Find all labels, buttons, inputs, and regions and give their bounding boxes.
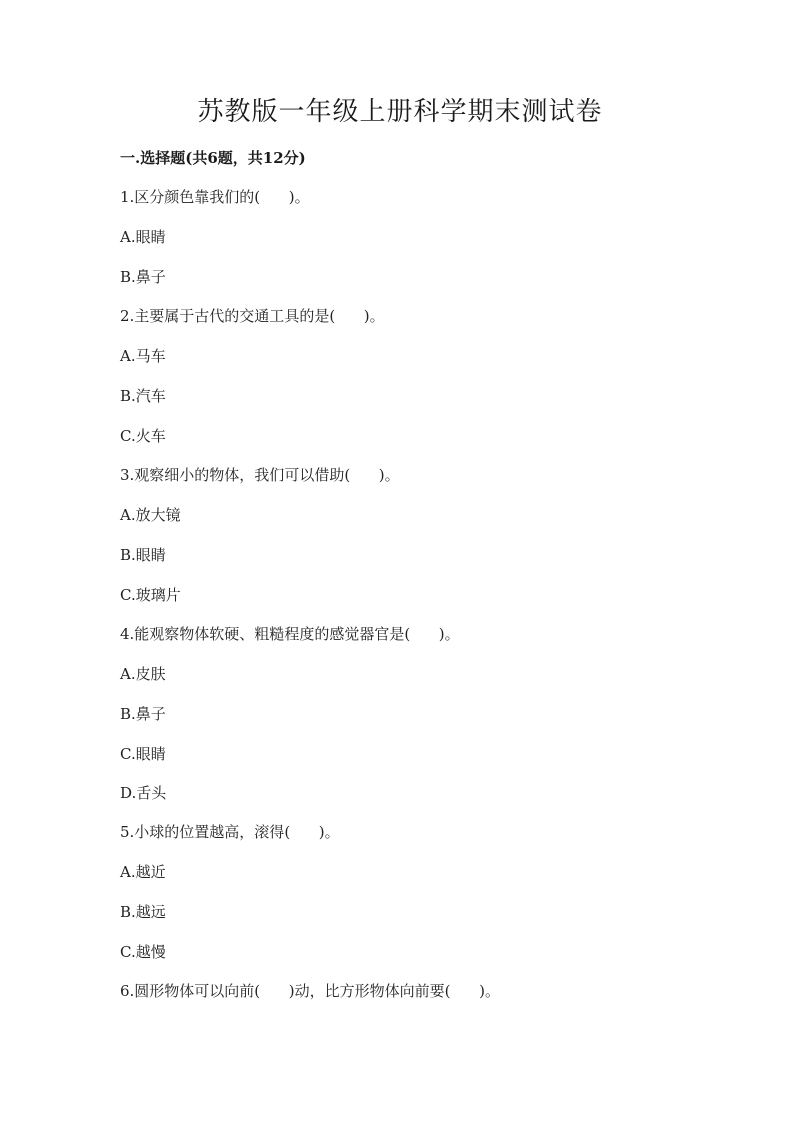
option-5c: C.越慢 (120, 943, 166, 961)
option-4b: B.鼻子 (120, 705, 166, 723)
option-2c: C.火车 (120, 427, 166, 445)
option-3a: A.放大镜 (120, 506, 181, 524)
option-1a: A.眼睛 (120, 228, 166, 246)
option-5a: A.越近 (120, 863, 166, 881)
option-4c: C.眼睛 (120, 745, 166, 763)
option-3b: B.眼睛 (120, 546, 166, 564)
page-title: 苏教版一年级上册科学期末测试卷 (197, 97, 603, 127)
option-1b: B.鼻子 (120, 268, 166, 286)
option-2a: A.马车 (120, 347, 166, 365)
question-1: 1.区分颜色靠我们的( )。 (120, 188, 310, 206)
question-5: 5.小球的位置越高，滚得( )。 (120, 823, 340, 841)
option-2b: B.汽车 (120, 387, 166, 405)
option-4a: A.皮肤 (120, 665, 166, 683)
question-4: 4.能观察物体软硬、粗糙程度的感觉器官是( )。 (120, 625, 460, 643)
question-6: 6.圆形物体可以向前( )动，比方形物体向前要( )。 (120, 982, 500, 1000)
option-4d: D.舌头 (120, 784, 167, 802)
section-heading: 一.选择题(共6题，共12分) (120, 149, 306, 167)
option-3c: C.玻璃片 (120, 586, 181, 604)
option-5b: B.越远 (120, 903, 166, 921)
question-3: 3.观察细小的物体，我们可以借助( )。 (120, 466, 400, 484)
question-2: 2.主要属于古代的交通工具的是( )。 (120, 307, 385, 325)
